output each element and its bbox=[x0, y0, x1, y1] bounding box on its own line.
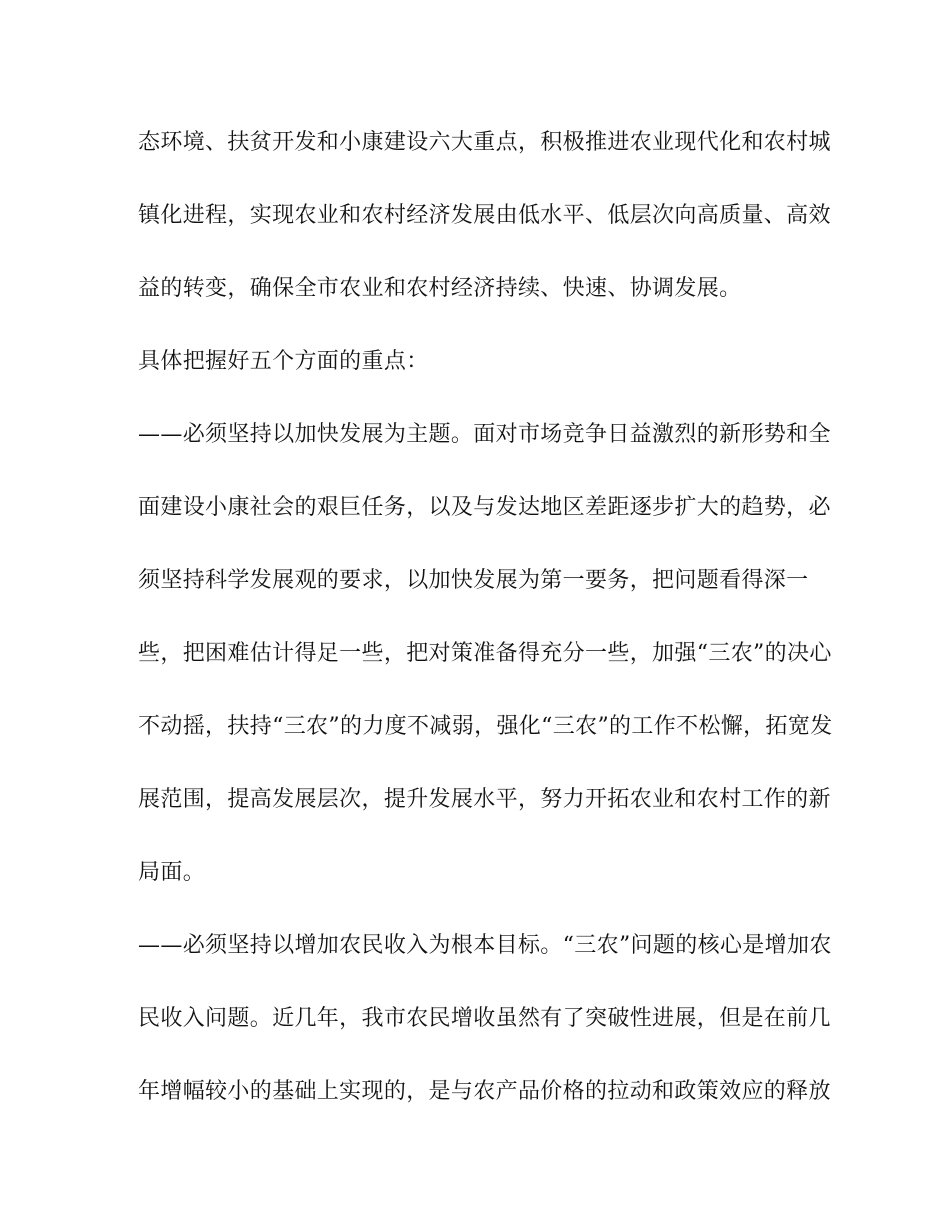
text-line: 局面。 bbox=[138, 860, 206, 885]
text-line: 些，把困难估计得足一些，把对策准备得充分一些，加强“三农”的决心 bbox=[138, 641, 832, 666]
text-line: ——必须坚持以加快发展为主题。面对市场竞争日益激烈的新形势和全 bbox=[138, 422, 831, 447]
text-line: 民收入问题。近几年，我市农民增收虽然有了突破性进展，但是在前几 bbox=[138, 1006, 831, 1031]
text-line: 态环境、扶贫开发和小康建设六大重点，积极推进农业现代化和农村城 bbox=[138, 130, 831, 155]
text-line: 益的转变，确保全市农业和农村经济持续、快速、协调发展。 bbox=[138, 276, 742, 301]
text-line: 具体把握好五个方面的重点： bbox=[138, 349, 429, 374]
text-line: 镇化进程，实现农业和农村经济发展由低水平、低层次向高质量、高效 bbox=[138, 203, 831, 228]
text-line: 年增幅较小的基础上实现的，是与农产品价格的拉动和政策效应的释放 bbox=[138, 1079, 831, 1104]
text-line: 须坚持科学发展观的要求，以加快发展为第一要务，把问题看得深一 bbox=[138, 568, 809, 593]
text-line: 不动摇，扶持“三农”的力度不减弱，强化“三农”的工作不松懈，拓宽发 bbox=[138, 714, 833, 739]
text-line: ——必须坚持以增加农民收入为根本目标。“三农”问题的核心是增加农 bbox=[138, 933, 832, 958]
text-line: 展范围，提高发展层次，提升发展水平，努力开拓农业和农村工作的新 bbox=[138, 787, 831, 812]
text-line: 面建设小康社会的艰巨任务，以及与发达地区差距逐步扩大的趋势，必 bbox=[138, 495, 831, 520]
